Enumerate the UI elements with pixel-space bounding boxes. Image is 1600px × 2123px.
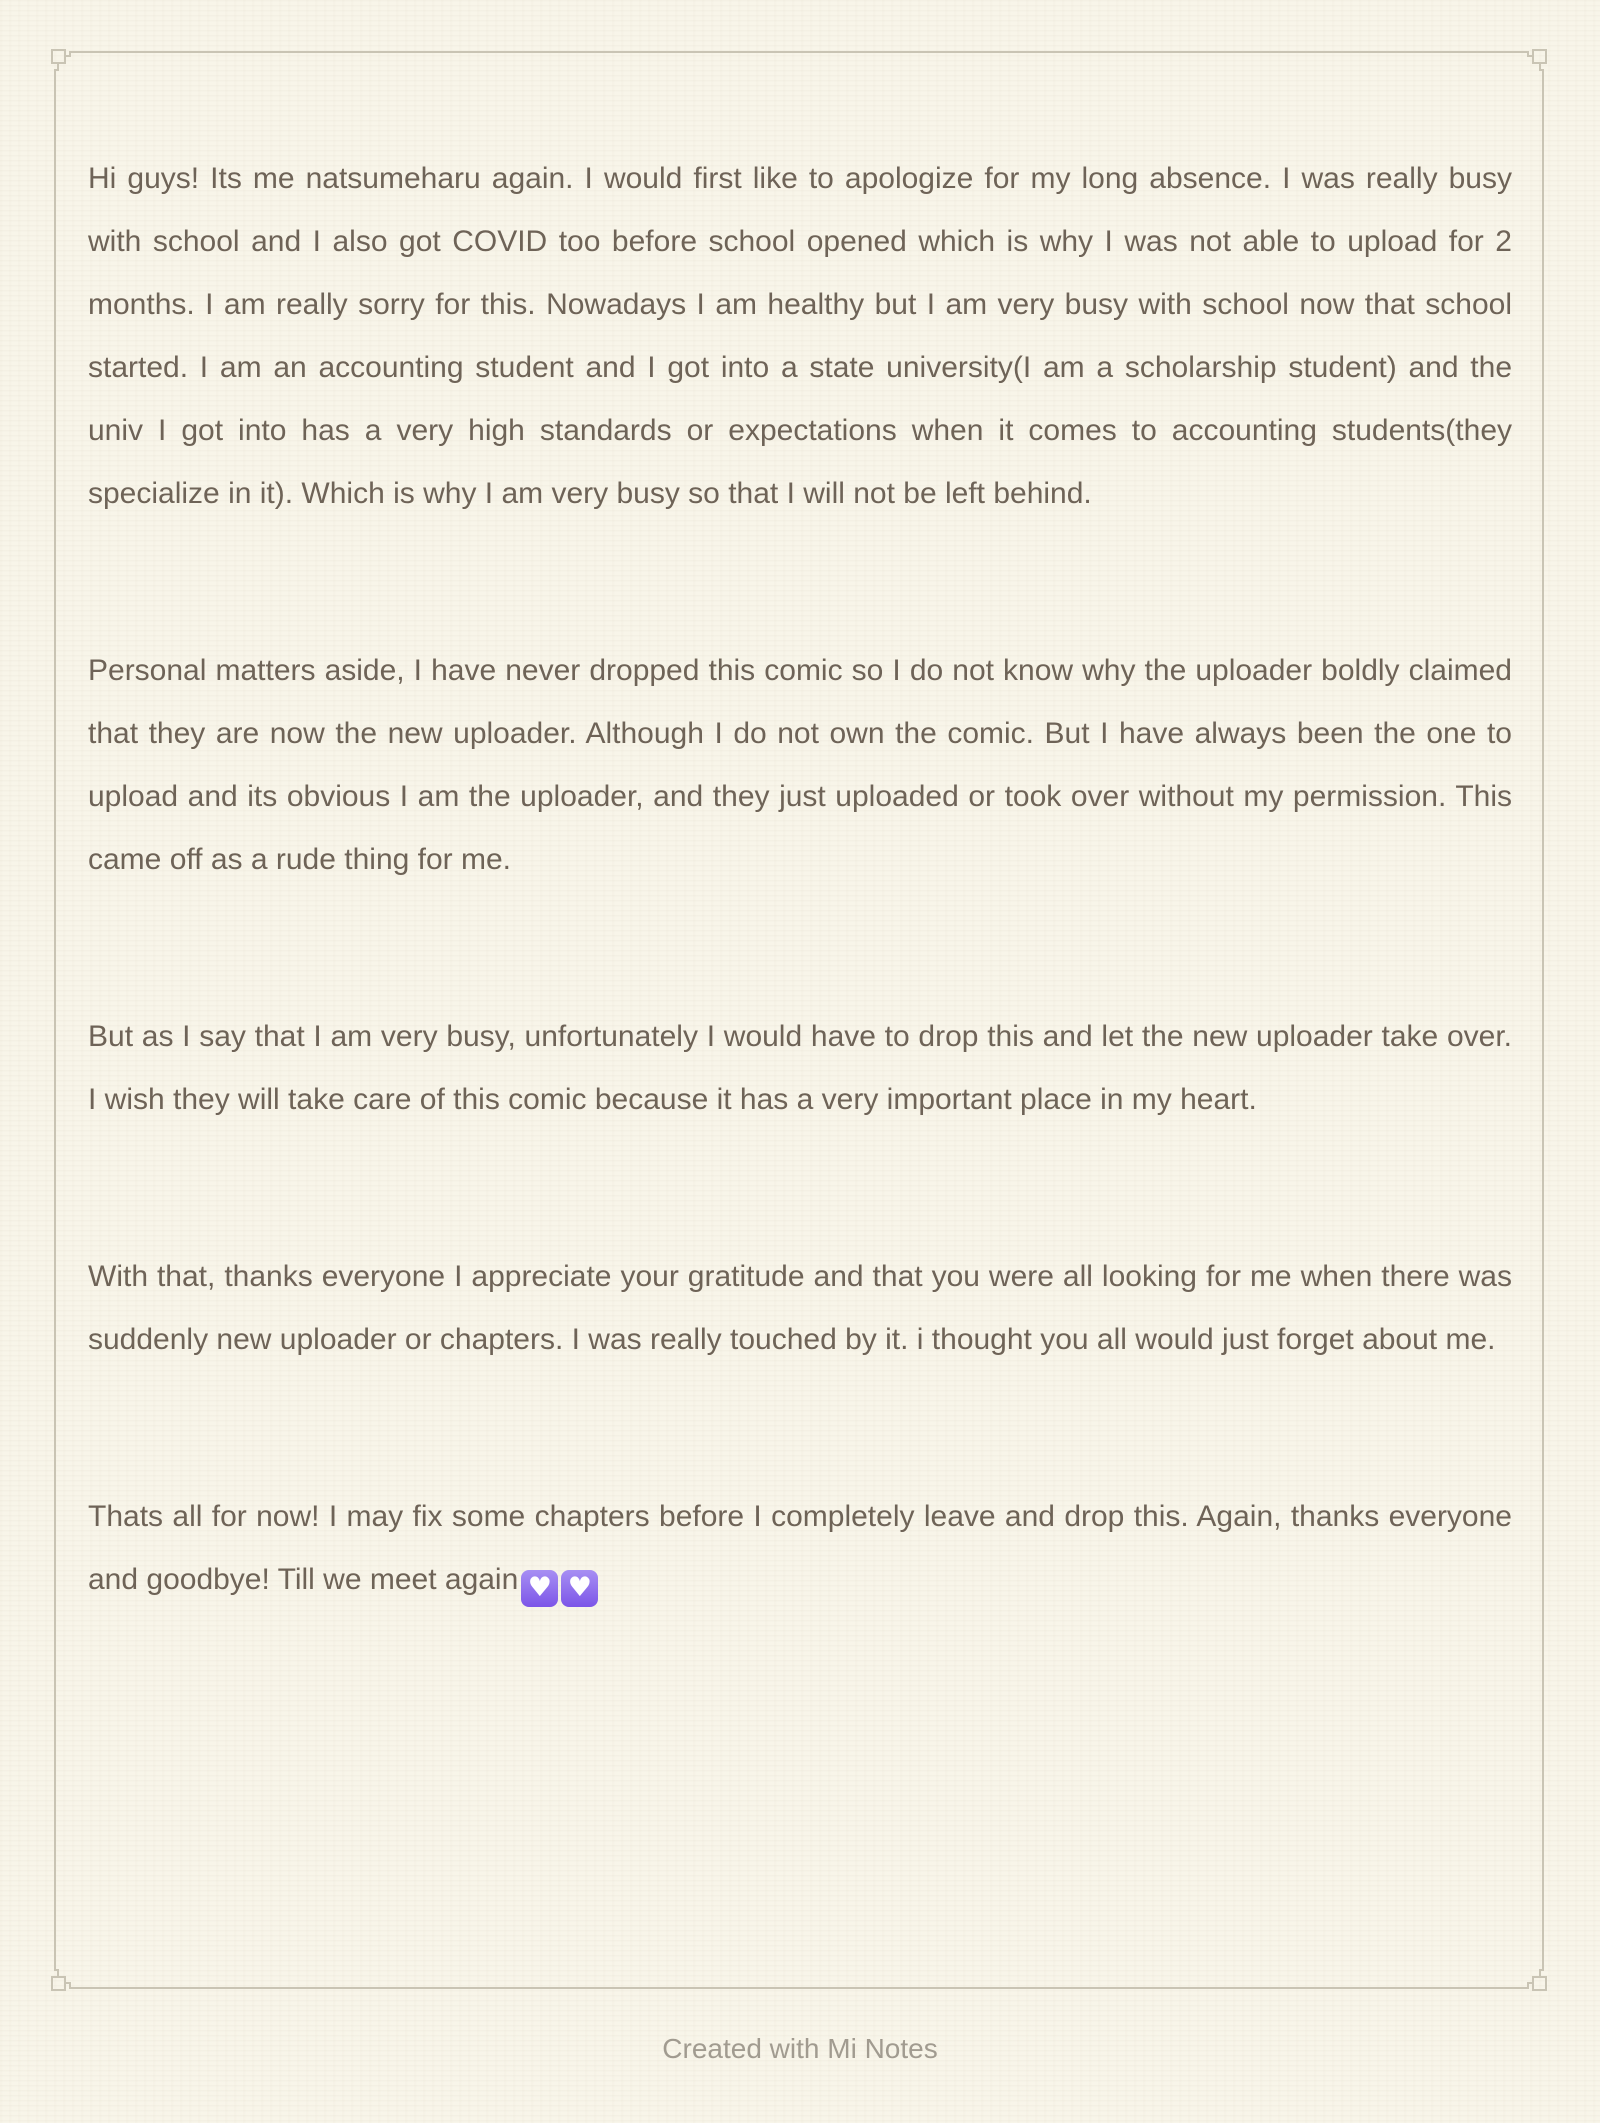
note-paragraph: Personal matters aside, I have never dropped this comic so I do not know why the uploader boldly claimed that they are now the new uploader. Although I do not own the comic. But I have always been the one to upload and its obvious I am the uploader, and they just uploaded or took over without my permission. This came off as a rude thing for me. bbox=[88, 654, 1512, 876]
frame-corner-top-left-icon bbox=[52, 50, 76, 76]
note-paragraph: Hi guys! Its me natsumeharu again. I would first like to apologize for my long absence. I was really busy with school and I also got COVID too before school opened which is why I was not able to upload for 2 months. I am really sorry for this. Nowadays I am healthy but I am very busy with school now that school started. I am an accounting student and I got into a state university(I am a scholarship student) and the univ I got into has a very high standards or expectations when it comes to accounting students(they specialize in it). Which is why I am very busy so that I will not be left behind. bbox=[88, 162, 1512, 510]
frame-corner-bottom-right-icon bbox=[1522, 1964, 1546, 1990]
heart-icon: ♥ bbox=[567, 1572, 592, 1603]
note-body bbox=[88, 147, 1512, 1611]
heart-icon: ♥ bbox=[527, 1572, 552, 1603]
purple-heart-emoji bbox=[561, 1570, 598, 1607]
frame-corner-top-right-icon bbox=[1522, 50, 1546, 76]
footer-caption: Created with Mi Notes bbox=[662, 2033, 938, 2064]
purple-heart-emoji bbox=[521, 1570, 558, 1607]
frame-corner-bottom-left-icon bbox=[52, 1964, 76, 1990]
note-paragraph: But as I say that I am very busy, unfortunately I would have to drop this and let the new uploader take over. I wish they will take care of this comic because it has a very important place in my heart. bbox=[88, 1020, 1512, 1116]
note-paragraph-text: Thats all for now! I may fix some chapters before I completely leave and drop this. Again, thanks everyone and goodbye! Till we meet again bbox=[88, 1500, 1512, 1596]
note-paragraph: With that, thanks everyone I appreciate your gratitude and that you were all looking for me when there was suddenly new uploader or chapters. I was really touched by it. i thought you all would just forget about me. bbox=[88, 1260, 1512, 1356]
note-paragraph bbox=[88, 1485, 1512, 1611]
